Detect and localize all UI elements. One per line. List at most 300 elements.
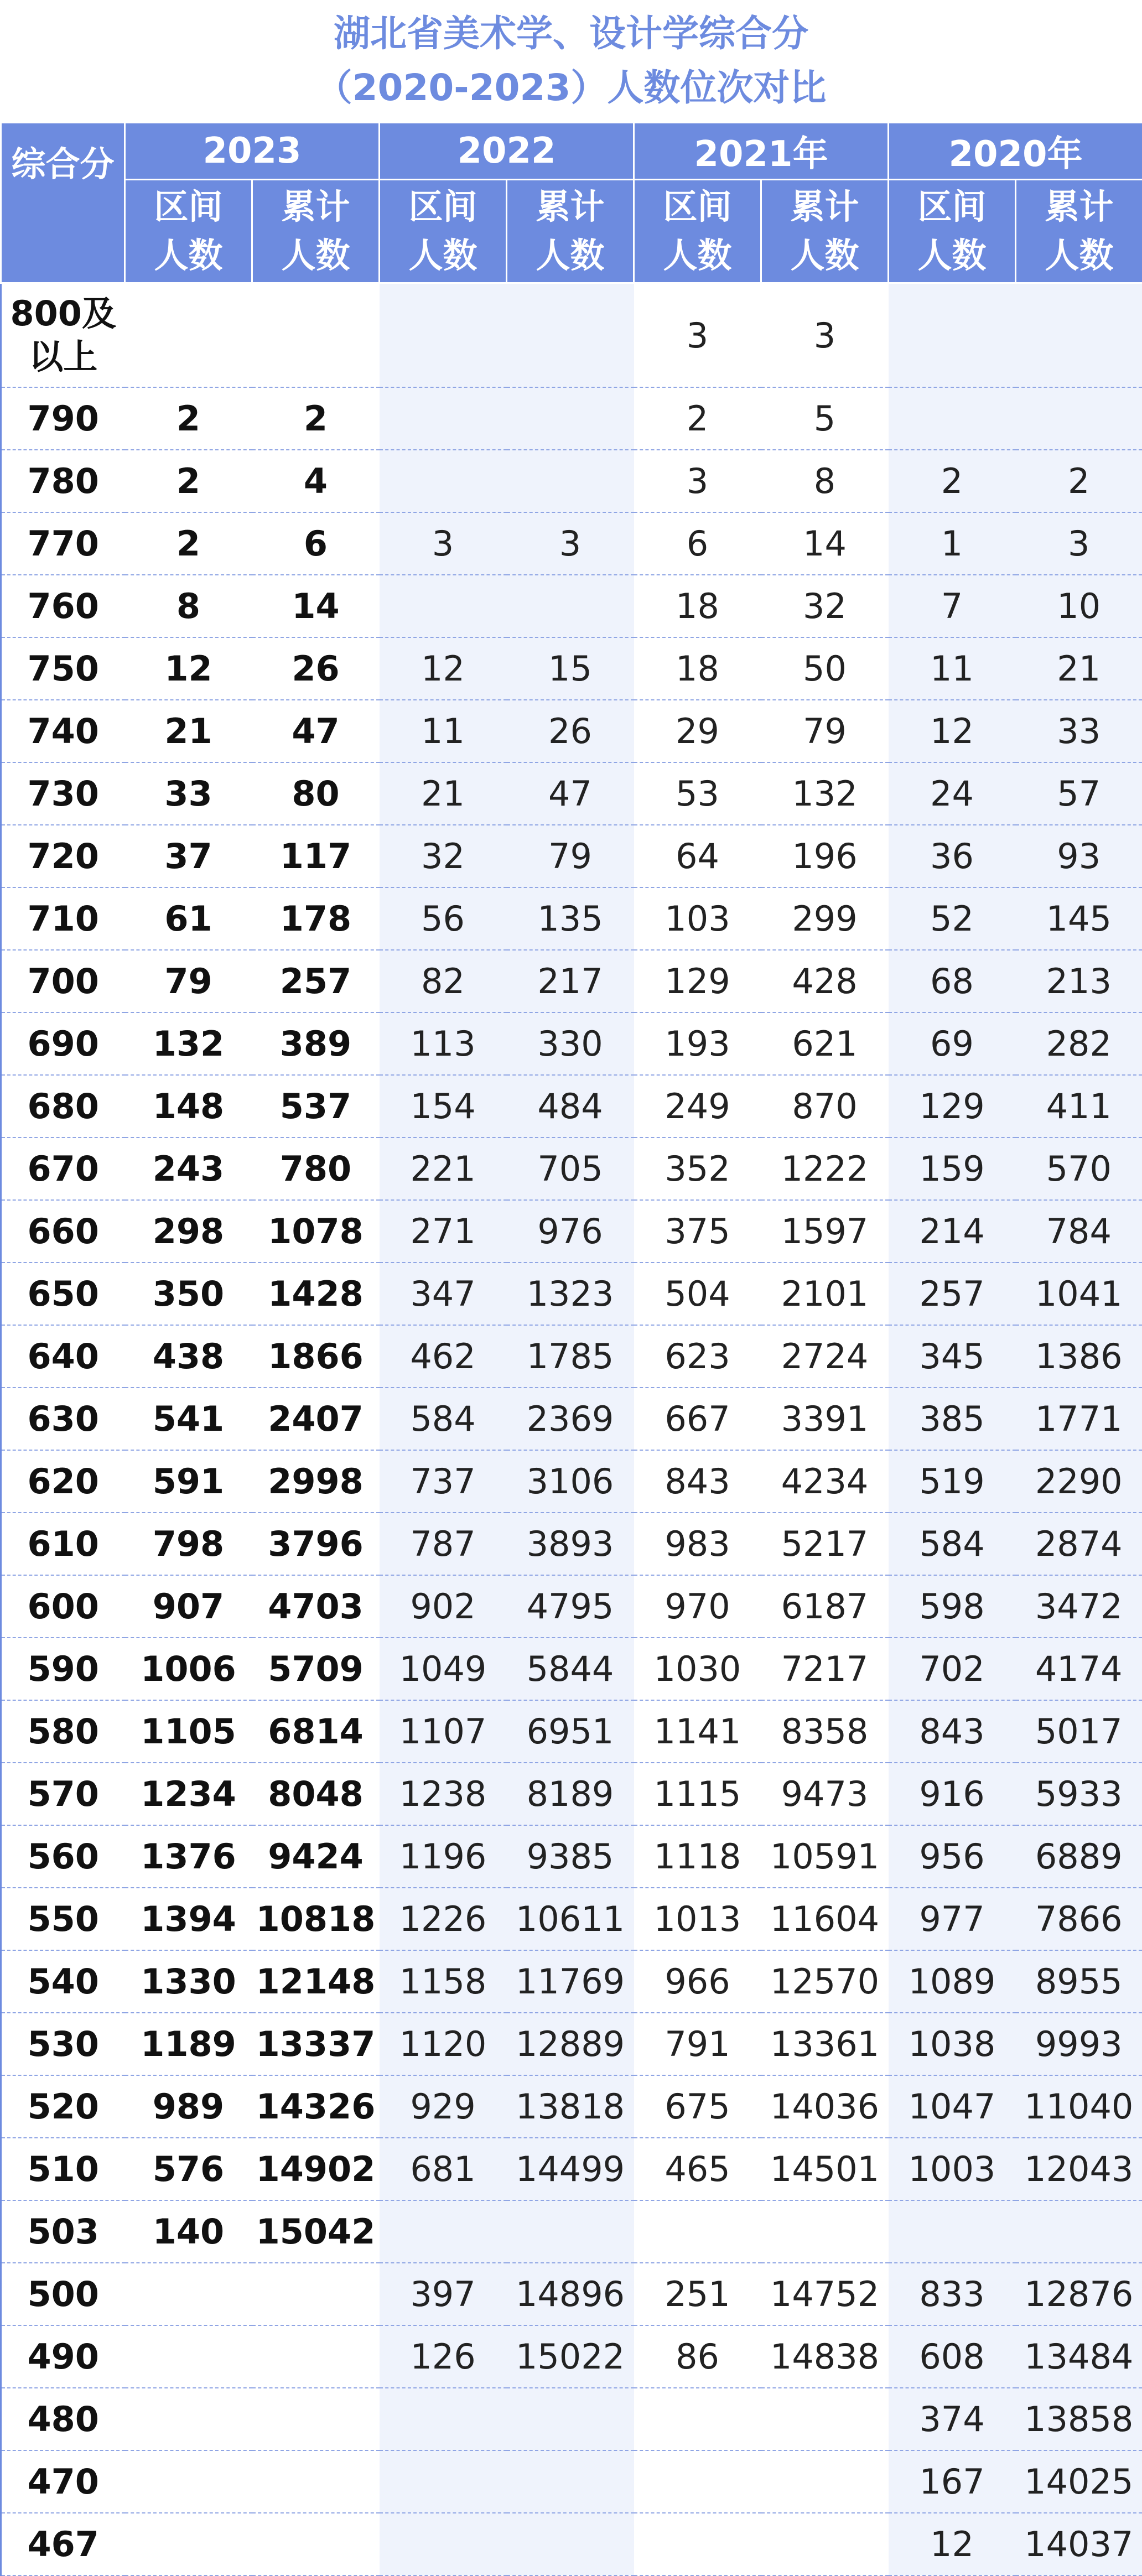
interval-count-2022: 126: [380, 2325, 507, 2388]
interval-count-2021: 103: [634, 887, 761, 950]
interval-count-2022: 56: [380, 887, 507, 950]
interval-count-2021: 983: [634, 1513, 761, 1575]
cumulative-count-2023: 6814: [252, 1700, 380, 1763]
interval-count-2023: 243: [125, 1138, 252, 1200]
year-header-2022: 2022: [380, 123, 634, 180]
interval-count-2022: 21: [380, 762, 507, 825]
interval-count-2020: 52: [889, 887, 1016, 950]
score-cell: 610: [1, 1513, 125, 1575]
interval-count-2021: 29: [634, 700, 761, 762]
interval-count-2020: 257: [889, 1263, 1016, 1325]
interval-count-2023: 438: [125, 1325, 252, 1388]
table-row: [1, 1263, 1142, 1325]
cumulative-count-2021: 8358: [761, 1700, 889, 1763]
cumulative-count-2020: 570: [1016, 1138, 1142, 1200]
table-row: [1, 283, 1142, 388]
interval-count-2022: 902: [380, 1575, 507, 1638]
table-row: [1, 825, 1142, 887]
cumulative-count-2020: 3472: [1016, 1575, 1142, 1638]
cumulative-count-2021: 870: [761, 1075, 889, 1138]
cumulative-count-2022: 14499: [507, 2138, 634, 2200]
score-cell: 600: [1, 1575, 125, 1638]
interval-count-2023: 132: [125, 1012, 252, 1075]
interval-count-2023: 1394: [125, 1888, 252, 1950]
cumulative-count-2020: 3: [1016, 512, 1142, 575]
score-cell: 503: [1, 2200, 125, 2263]
table-row: [1, 1075, 1142, 1138]
cumulative-count-2022: [507, 2388, 634, 2450]
cumulative-count-2022: 1785: [507, 1325, 634, 1388]
cumulative-count-header: 累计 人数: [507, 180, 634, 283]
cumulative-count-2022: 47: [507, 762, 634, 825]
interval-count-2020: 1038: [889, 2013, 1016, 2075]
cumulative-count-2021: [761, 2513, 889, 2575]
interval-count-2022: [380, 283, 507, 388]
score-cell: 470: [1, 2450, 125, 2513]
cumulative-count-2020: 13484: [1016, 2325, 1142, 2388]
table-row: [1, 762, 1142, 825]
interval-count-2022: 32: [380, 825, 507, 887]
interval-count-2021: 1030: [634, 1638, 761, 1700]
cumulative-count-2020: 2874: [1016, 1513, 1142, 1575]
cumulative-count-2022: [507, 2450, 634, 2513]
cumulative-count-2020: 5933: [1016, 1763, 1142, 1825]
cumulative-count-2023: 10818: [252, 1888, 380, 1950]
cumulative-count-2022: 10611: [507, 1888, 634, 1950]
interval-count-2023: 79: [125, 950, 252, 1012]
score-cell: 550: [1, 1888, 125, 1950]
cumulative-count-2023: [252, 2513, 380, 2575]
interval-count-2021: 129: [634, 950, 761, 1012]
table-row: [1, 1388, 1142, 1450]
interval-count-2020: 2: [889, 450, 1016, 512]
interval-count-2021: 1013: [634, 1888, 761, 1950]
cumulative-count-2023: 14326: [252, 2075, 380, 2138]
interval-count-2023: [125, 2388, 252, 2450]
table-row: [1, 950, 1142, 1012]
interval-count-header: 区间 人数: [889, 180, 1016, 283]
interval-count-2021: 86: [634, 2325, 761, 2388]
year-header-2020: 2020年: [889, 123, 1142, 180]
interval-count-2020: 167: [889, 2450, 1016, 2513]
cumulative-count-2022: 1323: [507, 1263, 634, 1325]
cumulative-count-2023: 780: [252, 1138, 380, 1200]
score-cell: 620: [1, 1450, 125, 1513]
interval-count-2022: 113: [380, 1012, 507, 1075]
cumulative-count-2020: 57: [1016, 762, 1142, 825]
interval-count-2022: [380, 2450, 507, 2513]
cumulative-count-2021: 299: [761, 887, 889, 950]
score-cell: 640: [1, 1325, 125, 1388]
interval-count-2023: 2: [125, 512, 252, 575]
table-row: [1, 887, 1142, 950]
cumulative-count-2023: 5709: [252, 1638, 380, 1700]
interval-count-2021: 251: [634, 2263, 761, 2325]
interval-count-2020: 519: [889, 1450, 1016, 1513]
cumulative-count-2020: 282: [1016, 1012, 1142, 1075]
cumulative-count-2023: 15042: [252, 2200, 380, 2263]
cumulative-count-2021: [761, 2450, 889, 2513]
cumulative-count-2022: [507, 2513, 634, 2575]
score-column-header: 综合分: [1, 123, 125, 283]
interval-count-2023: 1105: [125, 1700, 252, 1763]
cumulative-count-2021: 14838: [761, 2325, 889, 2388]
cumulative-count-2021: 1597: [761, 1200, 889, 1263]
interval-count-2021: 1115: [634, 1763, 761, 1825]
interval-count-2022: 11: [380, 700, 507, 762]
table-row: [1, 1513, 1142, 1575]
score-cell: 680: [1, 1075, 125, 1138]
interval-count-2023: 8: [125, 575, 252, 637]
interval-count-2020: 1003: [889, 2138, 1016, 2200]
cumulative-count-2020: 93: [1016, 825, 1142, 887]
interval-count-2023: 140: [125, 2200, 252, 2263]
score-cell: 720: [1, 825, 125, 887]
interval-count-2021: 791: [634, 2013, 761, 2075]
cumulative-count-2020: 21: [1016, 637, 1142, 700]
cumulative-count-2021: 5217: [761, 1513, 889, 1575]
interval-count-2023: 350: [125, 1263, 252, 1325]
table-row: [1, 1950, 1142, 2013]
interval-count-2022: 787: [380, 1513, 507, 1575]
score-cell: 770: [1, 512, 125, 575]
cumulative-count-2021: 7217: [761, 1638, 889, 1700]
cumulative-count-2021: [761, 2388, 889, 2450]
cumulative-count-2021: 428: [761, 950, 889, 1012]
cumulative-count-2022: 5844: [507, 1638, 634, 1700]
cumulative-count-header: 累计 人数: [761, 180, 889, 283]
cumulative-count-2023: 14: [252, 575, 380, 637]
cumulative-count-2022: 2369: [507, 1388, 634, 1450]
title-line-1: 湖北省美术学、设计学综合分: [0, 7, 1142, 61]
cumulative-count-2023: 2407: [252, 1388, 380, 1450]
interval-count-header: 区间 人数: [380, 180, 507, 283]
interval-count-2023: 907: [125, 1575, 252, 1638]
interval-count-2021: 1118: [634, 1825, 761, 1888]
interval-count-2023: 2: [125, 387, 252, 450]
table-row: [1, 637, 1142, 700]
cumulative-count-2021: 3: [761, 283, 889, 388]
cumulative-count-2023: 14902: [252, 2138, 380, 2200]
cumulative-count-2022: 330: [507, 1012, 634, 1075]
cumulative-count-2020: 8955: [1016, 1950, 1142, 2013]
interval-count-2020: 214: [889, 1200, 1016, 1263]
table-row: [1, 450, 1142, 512]
interval-count-2022: 929: [380, 2075, 507, 2138]
interval-count-2023: [125, 283, 252, 388]
interval-count-header: 区间 人数: [125, 180, 252, 283]
interval-count-2023: 148: [125, 1075, 252, 1138]
score-cell: 660: [1, 1200, 125, 1263]
cumulative-count-2021: 3391: [761, 1388, 889, 1450]
interval-count-2022: 154: [380, 1075, 507, 1138]
score-cell: 690: [1, 1012, 125, 1075]
interval-count-2021: 1141: [634, 1700, 761, 1763]
interval-count-2022: 462: [380, 1325, 507, 1388]
interval-count-2023: 1234: [125, 1763, 252, 1825]
cumulative-count-2022: 976: [507, 1200, 634, 1263]
interval-count-2022: 1107: [380, 1700, 507, 1763]
cumulative-count-2022: 13818: [507, 2075, 634, 2138]
cumulative-count-2021: 14: [761, 512, 889, 575]
table-row: [1, 1888, 1142, 1950]
cumulative-count-2021: 5: [761, 387, 889, 450]
interval-count-2022: 3: [380, 512, 507, 575]
interval-count-header: 区间 人数: [634, 180, 761, 283]
cumulative-count-header: 累计 人数: [1016, 180, 1142, 283]
cumulative-count-2022: [507, 283, 634, 388]
score-cell: 670: [1, 1138, 125, 1200]
cumulative-count-2021: 8: [761, 450, 889, 512]
cumulative-count-2022: 3: [507, 512, 634, 575]
interval-count-2022: 271: [380, 1200, 507, 1263]
cumulative-count-2023: [252, 2325, 380, 2388]
cumulative-count-2021: 13361: [761, 2013, 889, 2075]
score-cell: 480: [1, 2388, 125, 2450]
cumulative-count-2020: 4174: [1016, 1638, 1142, 1700]
cumulative-count-2021: 12570: [761, 1950, 889, 2013]
interval-count-2021: 18: [634, 575, 761, 637]
cumulative-count-2020: 784: [1016, 1200, 1142, 1263]
cumulative-count-2020: [1016, 387, 1142, 450]
cumulative-count-2023: 1428: [252, 1263, 380, 1325]
cumulative-count-2021: 2724: [761, 1325, 889, 1388]
cumulative-count-2022: [507, 387, 634, 450]
score-cell: 560: [1, 1825, 125, 1888]
interval-count-2023: 1376: [125, 1825, 252, 1888]
cumulative-count-2020: 12876: [1016, 2263, 1142, 2325]
score-cell: 800及 以上: [1, 283, 125, 388]
cumulative-count-2023: 1866: [252, 1325, 380, 1388]
score-cell: 630: [1, 1388, 125, 1450]
cumulative-count-2023: 537: [252, 1075, 380, 1138]
interval-count-2021: [634, 2513, 761, 2575]
interval-count-2023: [125, 2513, 252, 2575]
interval-count-2021: 352: [634, 1138, 761, 1200]
cumulative-count-2023: 3796: [252, 1513, 380, 1575]
interval-count-2020: 833: [889, 2263, 1016, 2325]
table-row: [1, 575, 1142, 637]
interval-count-2021: 3: [634, 450, 761, 512]
score-cell: 540: [1, 1950, 125, 2013]
score-cell: 490: [1, 2325, 125, 2388]
cumulative-count-2023: 257: [252, 950, 380, 1012]
cumulative-count-2022: 11769: [507, 1950, 634, 2013]
interval-count-2022: 1049: [380, 1638, 507, 1700]
interval-count-2023: 576: [125, 2138, 252, 2200]
score-cell: 650: [1, 1263, 125, 1325]
interval-count-2021: 465: [634, 2138, 761, 2200]
cumulative-count-2023: 80: [252, 762, 380, 825]
cumulative-count-2023: 4: [252, 450, 380, 512]
cumulative-count-2020: 6889: [1016, 1825, 1142, 1888]
cumulative-count-2020: 33: [1016, 700, 1142, 762]
score-cell: 710: [1, 887, 125, 950]
interval-count-2020: 916: [889, 1763, 1016, 1825]
interval-count-2021: 53: [634, 762, 761, 825]
interval-count-2020: 69: [889, 1012, 1016, 1075]
interval-count-2021: 3: [634, 283, 761, 388]
cumulative-count-2022: 14896: [507, 2263, 634, 2325]
interval-count-2021: 18: [634, 637, 761, 700]
cumulative-count-2021: 1222: [761, 1138, 889, 1200]
cumulative-count-2020: [1016, 283, 1142, 388]
score-cell: 530: [1, 2013, 125, 2075]
score-cell: 790: [1, 387, 125, 450]
cumulative-count-header: 累计 人数: [252, 180, 380, 283]
cumulative-count-2023: [252, 2263, 380, 2325]
interval-count-2021: 966: [634, 1950, 761, 2013]
cumulative-count-2022: 26: [507, 700, 634, 762]
cumulative-count-2023: [252, 2450, 380, 2513]
score-cell: 700: [1, 950, 125, 1012]
interval-count-2021: 623: [634, 1325, 761, 1388]
cumulative-count-2022: 705: [507, 1138, 634, 1200]
table-row: [1, 1200, 1142, 1263]
cumulative-count-2020: 12043: [1016, 2138, 1142, 2200]
interval-count-2020: 956: [889, 1825, 1016, 1888]
table-row: [1, 2200, 1142, 2263]
interval-count-2022: 584: [380, 1388, 507, 1450]
interval-count-2020: [889, 387, 1016, 450]
cumulative-count-2021: 9473: [761, 1763, 889, 1825]
table-row: [1, 2513, 1142, 2575]
interval-count-2022: [380, 387, 507, 450]
interval-count-2023: 1006: [125, 1638, 252, 1700]
cumulative-count-2022: 79: [507, 825, 634, 887]
interval-count-2020: 345: [889, 1325, 1016, 1388]
cumulative-count-2022: [507, 2200, 634, 2263]
cumulative-count-2022: 3893: [507, 1513, 634, 1575]
cumulative-count-2023: 8048: [252, 1763, 380, 1825]
interval-count-2022: 221: [380, 1138, 507, 1200]
interval-count-2021: 970: [634, 1575, 761, 1638]
cumulative-count-2022: 9385: [507, 1825, 634, 1888]
table-row: [1, 2325, 1142, 2388]
interval-count-2021: 504: [634, 1263, 761, 1325]
table-body: [1, 283, 1142, 2576]
table-row: [1, 2450, 1142, 2513]
interval-count-2023: 989: [125, 2075, 252, 2138]
cumulative-count-2023: 47: [252, 700, 380, 762]
interval-count-2023: 37: [125, 825, 252, 887]
cumulative-count-2022: 15022: [507, 2325, 634, 2388]
interval-count-2023: [125, 2325, 252, 2388]
interval-count-2021: 375: [634, 1200, 761, 1263]
interval-count-2020: 385: [889, 1388, 1016, 1450]
interval-count-2021: [634, 2450, 761, 2513]
cumulative-count-2020: 11040: [1016, 2075, 1142, 2138]
interval-count-2022: 82: [380, 950, 507, 1012]
cumulative-count-2023: 2: [252, 387, 380, 450]
cumulative-count-2022: 217: [507, 950, 634, 1012]
interval-count-2022: [380, 575, 507, 637]
cumulative-count-2020: 10: [1016, 575, 1142, 637]
cumulative-count-2020: 1386: [1016, 1325, 1142, 1388]
score-cell: 780: [1, 450, 125, 512]
interval-count-2020: 843: [889, 1700, 1016, 1763]
cumulative-count-2022: [507, 575, 634, 637]
cumulative-count-2021: 132: [761, 762, 889, 825]
cumulative-count-2023: [252, 283, 380, 388]
interval-count-2022: 12: [380, 637, 507, 700]
table-row: [1, 2138, 1142, 2200]
interval-count-2023: 591: [125, 1450, 252, 1513]
table-row: [1, 1763, 1142, 1825]
interval-count-2022: 1196: [380, 1825, 507, 1888]
interval-count-2020: 11: [889, 637, 1016, 700]
cumulative-count-2023: 178: [252, 887, 380, 950]
interval-count-2020: [889, 2200, 1016, 2263]
cumulative-count-2020: 14037: [1016, 2513, 1142, 2575]
cumulative-count-2023: 13337: [252, 2013, 380, 2075]
interval-count-2023: [125, 2450, 252, 2513]
interval-count-2023: 298: [125, 1200, 252, 1263]
cumulative-count-2020: 5017: [1016, 1700, 1142, 1763]
interval-count-2020: 977: [889, 1888, 1016, 1950]
table-row: [1, 1450, 1142, 1513]
interval-count-2023: 61: [125, 887, 252, 950]
cumulative-count-2022: [507, 450, 634, 512]
cumulative-count-2022: 484: [507, 1075, 634, 1138]
interval-count-2021: 193: [634, 1012, 761, 1075]
cumulative-count-2023: 2998: [252, 1450, 380, 1513]
interval-count-2021: 2: [634, 387, 761, 450]
year-header-2023: 2023: [125, 123, 380, 180]
cumulative-count-2022: 6951: [507, 1700, 634, 1763]
interval-count-2022: [380, 2388, 507, 2450]
interval-count-2023: 541: [125, 1388, 252, 1450]
score-cell: 580: [1, 1700, 125, 1763]
interval-count-2022: [380, 2200, 507, 2263]
interval-count-2022: 681: [380, 2138, 507, 2200]
page-title: [0, 0, 1142, 122]
interval-count-2020: 598: [889, 1575, 1016, 1638]
cumulative-count-2022: 8189: [507, 1763, 634, 1825]
cumulative-count-2020: 411: [1016, 1075, 1142, 1138]
cumulative-count-2020: 1041: [1016, 1263, 1142, 1325]
table-row: [1, 700, 1142, 762]
interval-count-2020: 7: [889, 575, 1016, 637]
table-row: [1, 1825, 1142, 1888]
interval-count-2023: 33: [125, 762, 252, 825]
cumulative-count-2022: 135: [507, 887, 634, 950]
interval-count-2021: [634, 2200, 761, 2263]
cumulative-count-2020: 14025: [1016, 2450, 1142, 2513]
cumulative-count-2021: 79: [761, 700, 889, 762]
score-cell: 510: [1, 2138, 125, 2200]
year-header-2021: 2021年: [634, 123, 889, 180]
cumulative-count-2023: 389: [252, 1012, 380, 1075]
cumulative-count-2023: 12148: [252, 1950, 380, 2013]
interval-count-2023: 1330: [125, 1950, 252, 2013]
interval-count-2020: 1: [889, 512, 1016, 575]
cumulative-count-2020: 1771: [1016, 1388, 1142, 1450]
score-cell: 590: [1, 1638, 125, 1700]
cumulative-count-2021: 6187: [761, 1575, 889, 1638]
table-row: [1, 1638, 1142, 1700]
title-line-2: （2020-2023）人数位次对比: [0, 61, 1142, 115]
interval-count-2022: 1226: [380, 1888, 507, 1950]
score-cell: 740: [1, 700, 125, 762]
cumulative-count-2023: 4703: [252, 1575, 380, 1638]
table-row: [1, 512, 1142, 575]
interval-count-2022: 397: [380, 2263, 507, 2325]
table-row: [1, 2013, 1142, 2075]
cumulative-count-2020: 7866: [1016, 1888, 1142, 1950]
table-row: [1, 387, 1142, 450]
cumulative-count-2023: [252, 2388, 380, 2450]
